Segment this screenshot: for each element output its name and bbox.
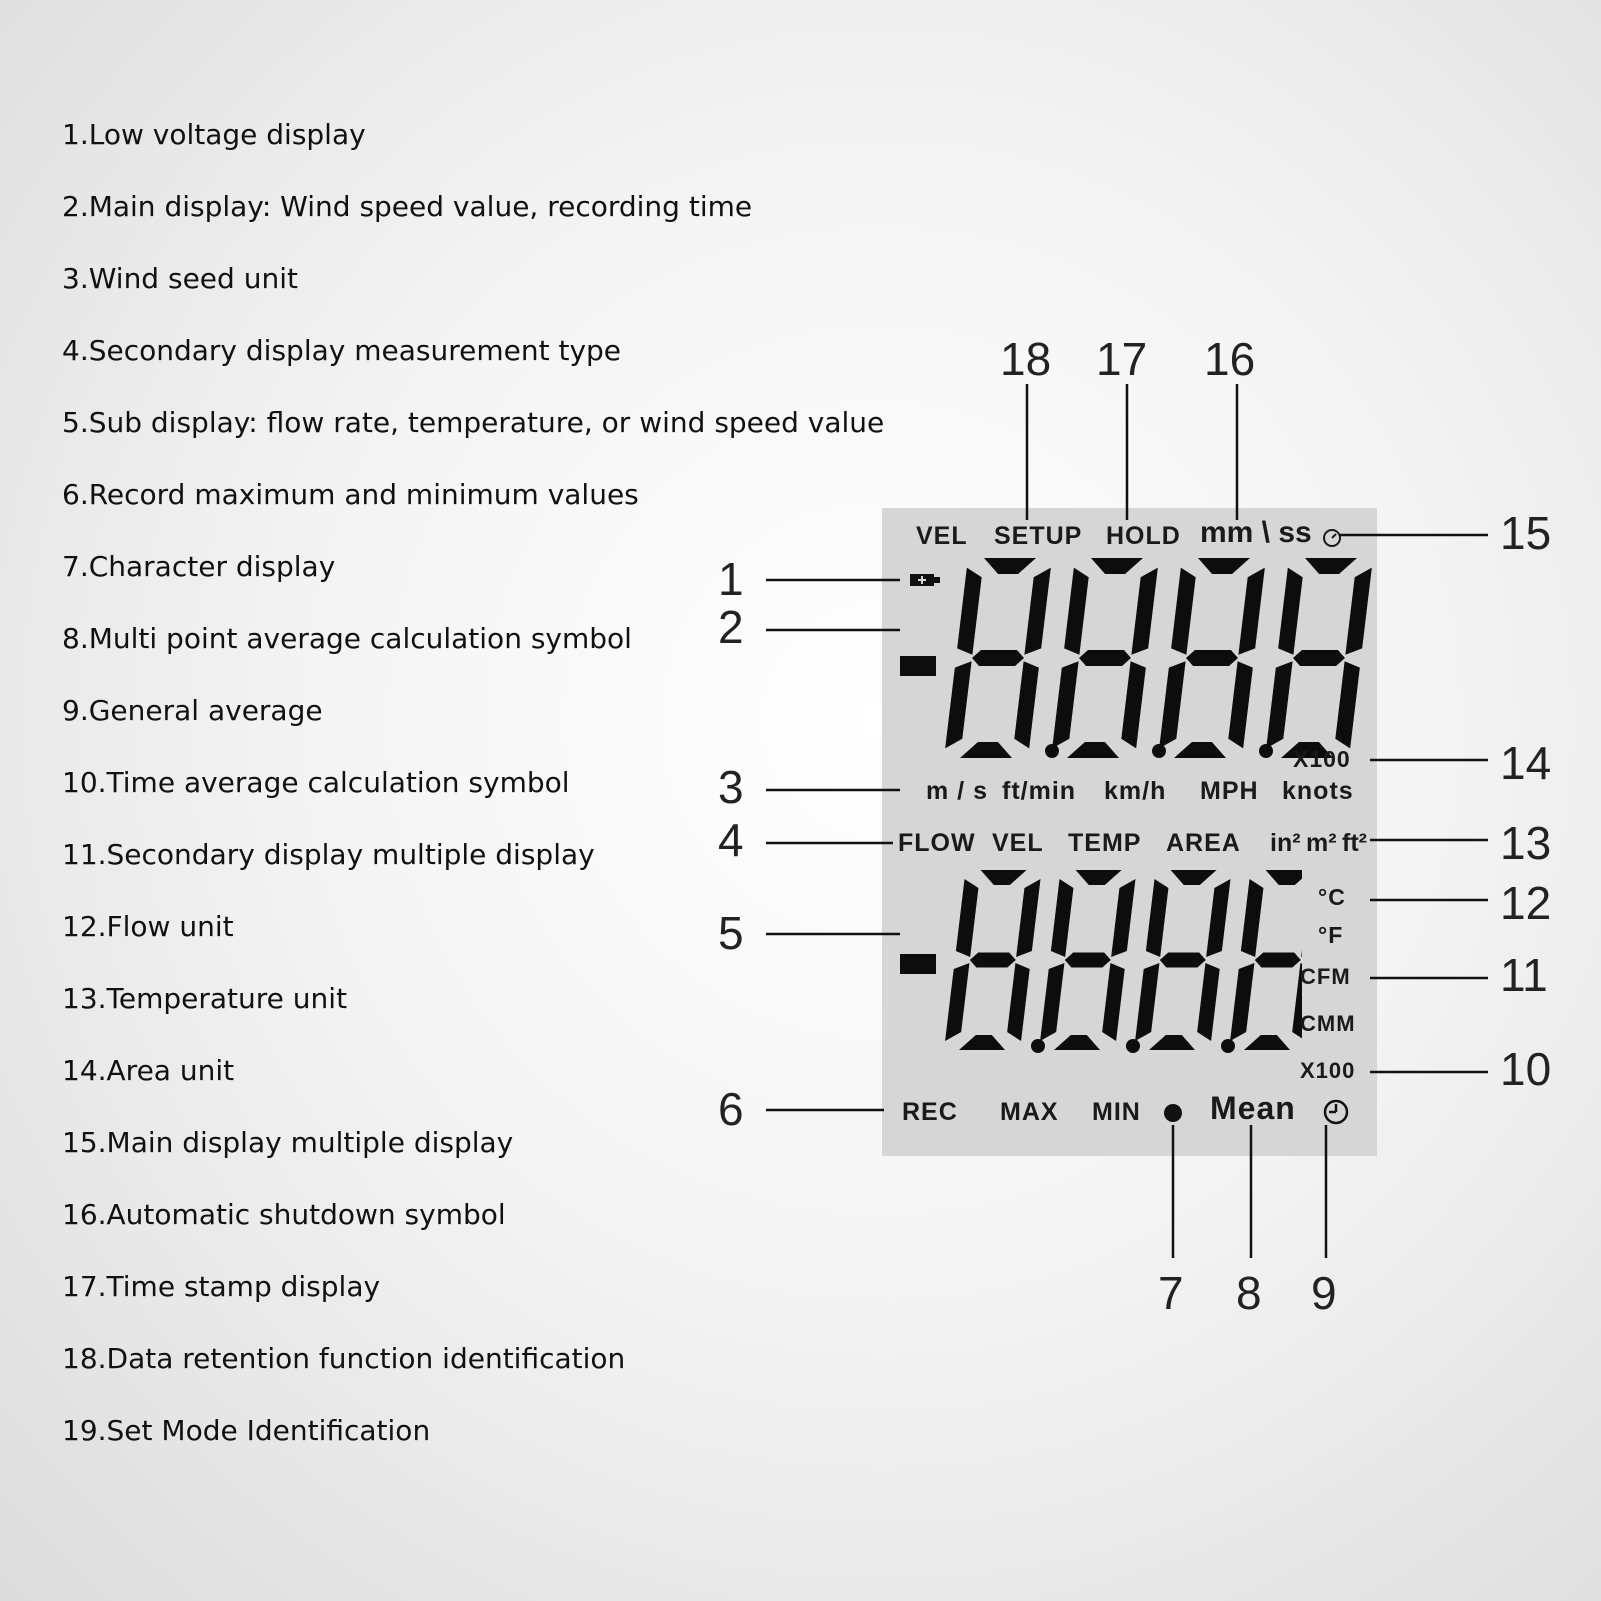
callout-number: 10 — [1500, 1043, 1552, 1095]
x100-main-label: X100 — [1293, 746, 1351, 772]
setup-label: SETUP — [994, 522, 1083, 550]
unit-ftmin: ft/min — [1002, 777, 1077, 805]
legend-item: 11.Secondary display multiple display — [62, 838, 595, 871]
unit-mph: MPH — [1200, 777, 1259, 805]
legend-item: 8.Multi point average calculation symbol — [62, 622, 632, 655]
legend-item: 2.Main display: Wind speed value, recording time — [62, 190, 753, 223]
callout-number: 17 — [1096, 333, 1148, 385]
vel-top-label: VEL — [916, 522, 968, 550]
type-temp: TEMP — [1068, 829, 1142, 857]
type-vel: VEL — [992, 829, 1044, 857]
callout-number: 14 — [1500, 737, 1552, 789]
legend-item: 19.Set Mode Identification — [62, 1414, 431, 1447]
legend-item: 10.Time average calculation symbol — [62, 766, 570, 799]
legend-item: 17.Time stamp display — [62, 1270, 381, 1303]
area-unit-in2: in² — [1270, 829, 1301, 857]
min-label: MIN — [1092, 1098, 1141, 1126]
legend-item: 14.Area unit — [62, 1054, 235, 1087]
legend-item: 5.Sub display: flow rate, temperature, or wind speed value — [62, 406, 885, 439]
unit-kmh: km/h — [1104, 777, 1167, 805]
hold-label: HOLD — [1106, 522, 1181, 550]
mean-label: Mean — [1210, 1090, 1296, 1126]
callout-number: 12 — [1500, 877, 1552, 929]
legend-item: 18.Data retention function identification — [62, 1342, 626, 1375]
callout-number: 1 — [718, 553, 744, 605]
legend-item: 4.Secondary display measurement type — [62, 334, 622, 367]
unit-cfm: CFM — [1300, 964, 1351, 989]
unit-knots: knots — [1282, 777, 1354, 805]
legend-item: 6.Record maximum and minimum values — [62, 478, 639, 511]
type-area: AREA — [1166, 829, 1241, 857]
legend-item: 1.Low voltage display — [62, 118, 366, 151]
unit-ms: m / s — [926, 777, 988, 805]
legend-item: 9.General average — [62, 694, 323, 727]
x100-sub-label: X100 — [1300, 1058, 1356, 1083]
legend-item: 3.Wind seed unit — [62, 262, 298, 295]
legend-item: 15.Main display multiple display — [62, 1126, 514, 1159]
legend-item: 12.Flow unit — [62, 910, 234, 943]
callout-number: 11 — [1500, 949, 1548, 1001]
max-label: MAX — [1000, 1098, 1059, 1126]
area-unit-ft2: ft² — [1342, 829, 1367, 857]
callout-number: 13 — [1500, 817, 1552, 869]
callout-number: 7 — [1158, 1267, 1184, 1319]
area-unit-m2: m² — [1306, 829, 1337, 857]
callout-number: 16 — [1204, 333, 1256, 385]
callout-number: 3 — [718, 761, 744, 813]
callout-number: 4 — [718, 814, 744, 866]
callout-number: 18 — [1000, 333, 1052, 385]
callout-number: 9 — [1311, 1267, 1337, 1319]
callout-number: 6 — [718, 1083, 744, 1135]
callout-number: 5 — [718, 907, 744, 959]
unit-cmm: CMM — [1300, 1011, 1356, 1036]
type-flow: FLOW — [898, 829, 976, 857]
legend-item: 7.Character display — [62, 550, 336, 583]
unit-celsius: °C — [1318, 884, 1346, 910]
callout-number: 8 — [1236, 1267, 1262, 1319]
rec-label: REC — [902, 1098, 958, 1126]
unit-fahrenheit: °F — [1318, 922, 1344, 948]
callout-number: 15 — [1500, 507, 1552, 559]
callout-number: 2 — [718, 601, 744, 653]
legend-item: 16.Automatic shutdown symbol — [62, 1198, 506, 1231]
legend-item: 13.Temperature unit — [62, 982, 348, 1015]
mm-ss-label: mm \ ss — [1200, 516, 1312, 549]
